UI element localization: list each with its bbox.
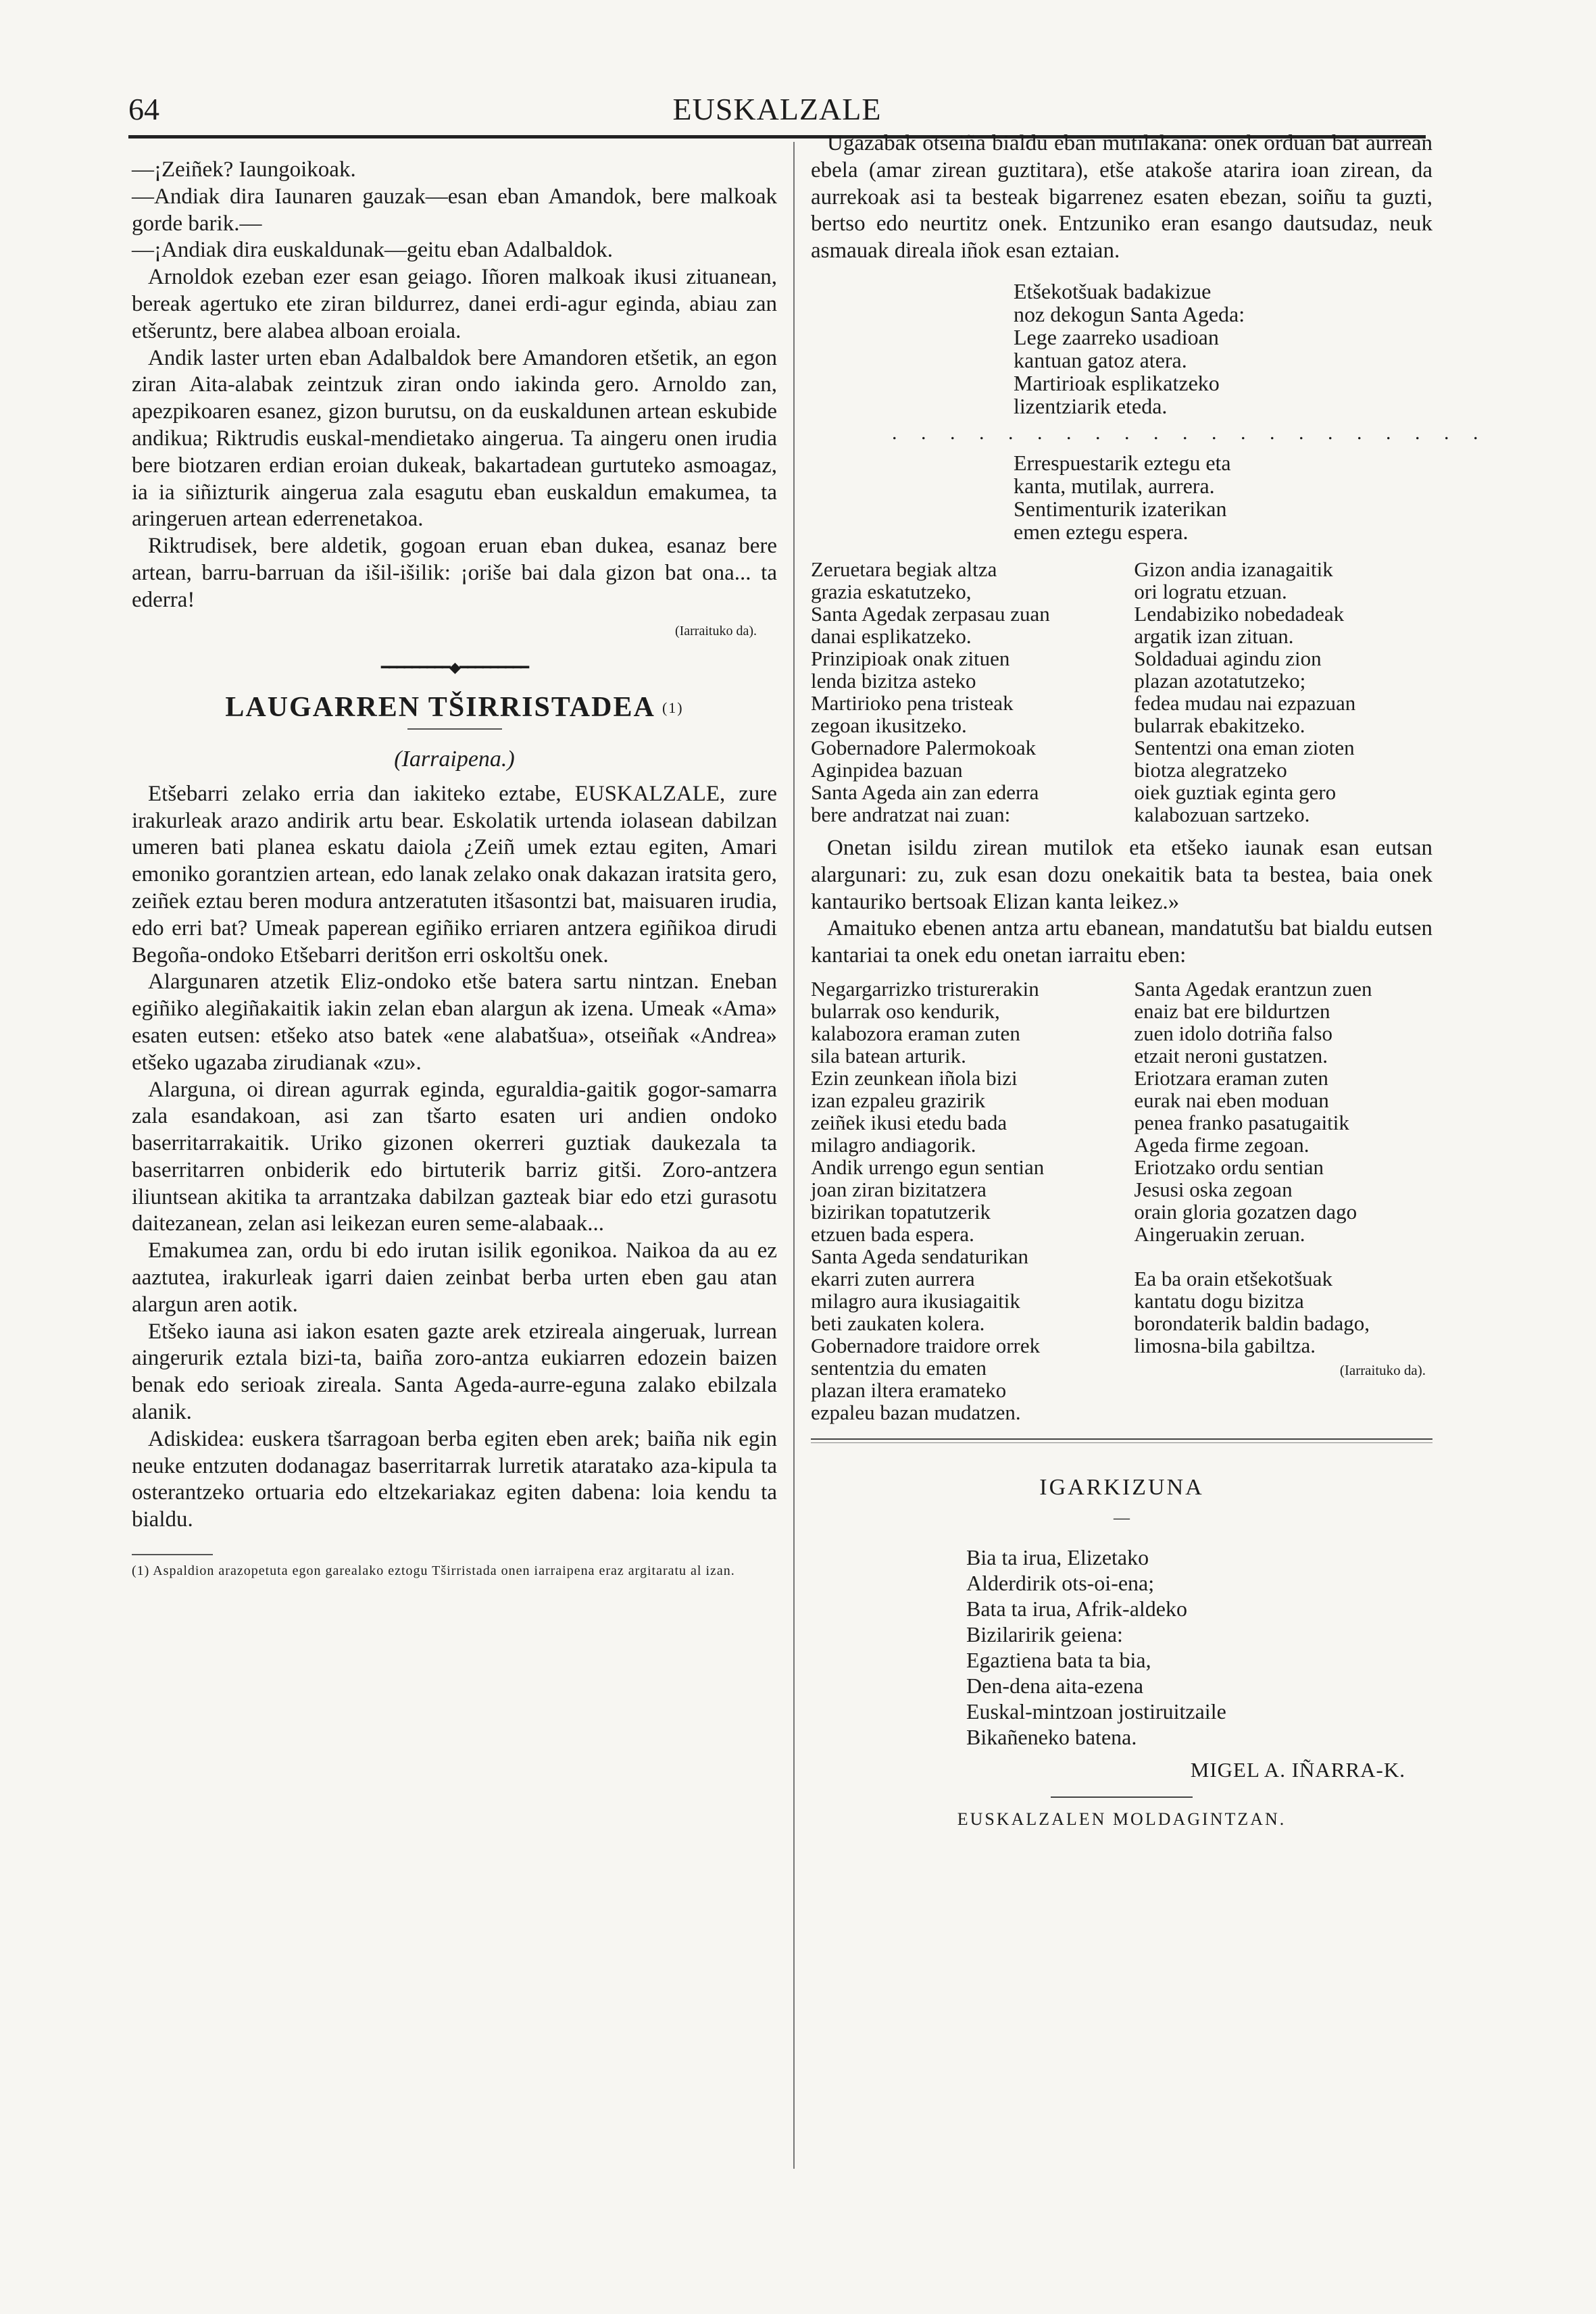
verse-line: Sentimenturik izaterikan xyxy=(1014,496,1227,521)
story-paragraph: Arnoldok ezeban ezer esan geiago. Iñoren malkoak ikusi zituanean, bereak agertuko ete ziran bildurrez, danei erdi-agur eginda, abiau zan etšeruntz, bere alabea alboan eroiala. xyxy=(132,265,777,343)
verse-line: lenda bizitza asteko xyxy=(811,668,976,693)
section-subtitle: (Iarraipena.) xyxy=(394,746,515,772)
verse-line: Eriotzako ordu sentian xyxy=(1134,1155,1324,1179)
verse-line: Gobernadore Palermokoak xyxy=(811,735,1037,759)
verse-line: beti zaukaten kolera. xyxy=(811,1311,985,1335)
verse-line: kanta, mutilak, aurrera. xyxy=(1014,473,1215,498)
section-paragraph: Alargunaren atzetik Eliz-ondoko etše batera sartu nintzan. Eneban egiñiko alegiñakaitik iakin zelan eban alargun ak izena. Umeak «Ama» esaten eutsen: etšeko atso batek «ene alabatšua», otseiñak «Andrea» etšeko ugazaba zirudianak «zu». xyxy=(132,970,777,1075)
verse-line: kalabozora eraman zuten xyxy=(811,1021,1020,1045)
verse-line: zeiñek ikusi etedu bada xyxy=(811,1110,1007,1134)
verse-line: Etšekotšuak badakizue xyxy=(1014,278,1212,303)
story-signature: (Iarraituko da). xyxy=(674,623,757,638)
story-paragraph: —¡Andiak dira euskaldunak—geitu eban Adalbaldok. xyxy=(132,238,614,263)
verse-line: milagro andiagorik. xyxy=(811,1132,976,1157)
footnote-mark: (1) xyxy=(662,699,684,717)
verse-line: grazia eskatutzeko, xyxy=(811,579,972,603)
verse-line: argatik izan zituan. xyxy=(1134,624,1294,648)
riddle-title: IGARKIZUNA xyxy=(1039,1474,1204,1500)
printer-line: EUSKALZALEN MOLDAGINTZAN. xyxy=(957,1809,1287,1830)
section-paragraph: Emakumea zan, ordu bi edo irutan isilik egonikoa. Naikoa da au ez aaztutea, irakurleak igarri daien zeinbat berba urten eben gau atan alargun aren aotik. xyxy=(132,1238,777,1317)
verse-line: Santa Agedak erantzun zuen xyxy=(1134,976,1372,1001)
verse-column-left xyxy=(811,978,1109,1424)
section-paragraph: Etšebarri zelako erria dan iakiteko eztabe, EUSKALZALE, zure irakurleak arazo andirik artu bear. Eskolatik urtenda iolasean dabilzan umeren bati planea eskatu daiola ¿Zeiñ umek eztau egiten, Amari emoniko gorantzien artean, edo lanak zelako onak dakazan iratsita gero, zeiñek eztau beren modura antzeratuten itšasontzi bat, maisuaren irudia, edo erri bat? Umeak paperean egiñiko erriaren antzera egiñikoa dirudi Begoña-ondoko Etšebarri deritšon erri oskoltšu onek. xyxy=(132,781,777,967)
verse-line: Lendabiziko nobedadeak xyxy=(1134,601,1345,626)
riddle-line: Egaztiena bata ta bia, xyxy=(966,1647,1151,1672)
verse-line: Sententzi ona eman zioten xyxy=(1134,735,1355,759)
verse-line: plazan azotatutzeko; xyxy=(1134,668,1306,693)
column-divider xyxy=(793,142,795,2169)
verse-line: zegoan ikusitzeko. xyxy=(811,713,967,737)
verse-line: Martirioko pena tristeak xyxy=(811,690,1014,715)
riddle-line: Bizilaririk geiena: xyxy=(966,1621,1123,1646)
section-title xyxy=(132,692,777,724)
verse-line: milagro aura ikusiagaitik xyxy=(811,1288,1020,1313)
page-number: 64 xyxy=(128,92,159,126)
verse-line: Lege zaarreko usadioan xyxy=(1014,324,1219,349)
verse-line: noz dekogun Santa Ageda: xyxy=(1014,301,1245,326)
story-paragraph: —Andiak dira Iaunaren gauzak—esan eban Amandok, bere malkoak gorde barik.— xyxy=(132,184,777,236)
verse-line: etzuen bada espera. xyxy=(811,1222,974,1246)
verse-line: Santa Agedak zerpasau zuan xyxy=(811,601,1050,626)
verse-line: Ezin zeunkean iñola bizi xyxy=(811,1065,1018,1090)
verse-line: borondaterik baldin badago, xyxy=(1134,1311,1370,1335)
verse-line: joan ziran bizitatzera xyxy=(811,1177,987,1201)
section-paragraph: Adiskidea: euskera tšarragoan berba egiten eben arek; baiña nik egin neuke entzuten dodanagaz baserritarrak lurretik ataratako aza-kipula ta osterantzeko ortuaria edo eltzekariakaz egiten dabena: loia kendu ta bialdu. xyxy=(132,1426,777,1532)
verse-line: Andik urrengo egun sentian xyxy=(811,1155,1045,1179)
verse-column-right xyxy=(1134,978,1432,1424)
riddle-line: Alderdirik ots-oi-ena; xyxy=(966,1570,1155,1595)
verse-line: ori logratu etzuan. xyxy=(1134,579,1287,603)
verse-column-right xyxy=(1134,558,1432,826)
verse-line: bularrak ebakitzeko. xyxy=(1134,713,1305,737)
verse-line: bularrak oso kendurik, xyxy=(811,999,1000,1023)
verse-line: penea franko pasatugaitik xyxy=(1134,1110,1349,1134)
mid-paragraph: Onetan isildu zirean mutilok eta etšeko iaunak esan eutsan alargunari: zu, zuk esan dozu onekaitik bata ta bestea, baia onek kantauriko bertsoak Elizan kanta leikez.» xyxy=(811,835,1432,914)
verse-line: danai esplikatzeko. xyxy=(811,624,972,648)
riddle-line: Bia ta irua, Elizetako xyxy=(966,1544,1149,1569)
riddle-line: Bata ta irua, Afrik-aldeko xyxy=(966,1596,1187,1621)
ornament-divider: ━━━━━━━━━◆━━━━━━━━━ xyxy=(380,659,528,676)
verse-line: biotza alegratzeko xyxy=(1134,757,1287,782)
story-paragraph: —¡Zeiñek? Iaungoikoak. xyxy=(132,157,356,182)
verse-line: Errespuestarik eztegu eta xyxy=(1014,450,1231,475)
verse-line: izan ezpaleu grazirik xyxy=(811,1088,986,1112)
verse-line: bizirikan topatutzerik xyxy=(811,1199,991,1224)
riddle-ornament: — xyxy=(1114,1509,1130,1527)
verse-line: bere andratzat nai zuan: xyxy=(811,802,1011,826)
verse-line: limosna-bila gabiltza. xyxy=(1134,1333,1316,1357)
ellipsis-line: . . . . . . . . . . . . . . . . . . . . . xyxy=(892,421,1488,444)
verse-line: fedea mudau nai ezpazuan xyxy=(1134,690,1356,715)
verse-line: zuen idolo dotriña falso xyxy=(1134,1021,1332,1045)
footnote-rule xyxy=(132,1554,213,1555)
section-paragraph: Etšeko iauna asi iakon esaten gazte arek etzireala aingeruak, lurrean aingerurik eztala bizi-ta, baiña zoro-antza eukiarren edozein baizen benak edo serioak zireala. Santa Ageda-aurre-eguna zalako ebilzala alanik. xyxy=(132,1319,777,1425)
verse-line: emen eztegu espera. xyxy=(1014,519,1189,544)
verse-line: Prinzipioak onak zituen xyxy=(811,646,1010,670)
riddle-line: Den-dena aita-ezena xyxy=(966,1673,1144,1698)
intro-paragraph: Ugazabak otseiña bialdu eban mutilakana: onek orduan bat aurrean ebela (amar zirean guztitara), etše atakoše atarira ioan zirean, da aurrekoak asi ta besteak bigarrenez esaten ebezan, soiñu ta guzti, bertso edo neurtitz onek. Entzuniko eran esango dautsudaz, neuk asmauak direala iñok esan eztaian. xyxy=(811,131,1432,263)
riddle-line: Euskal-mintzoan jostiruitzaile xyxy=(966,1699,1226,1724)
verse-line: Santa Ageda ain zan ederra xyxy=(811,780,1039,804)
verse-line: enaiz bat ere bildurtzen xyxy=(1134,999,1330,1023)
verse-line: eurak nai eben moduan xyxy=(1134,1088,1329,1112)
verse-line: orain gloria gozatzen dago xyxy=(1134,1199,1357,1224)
page-header xyxy=(128,91,1426,132)
verse-line: kantuan gatoz atera. xyxy=(1014,347,1187,372)
verse-signature: (Iarraituko da). xyxy=(1339,1361,1426,1378)
verse-line: plazan iltera eramateko xyxy=(811,1378,1007,1402)
section-rule xyxy=(811,1438,1432,1440)
verse-line: Ageda firme zegoan. xyxy=(1134,1132,1310,1157)
printer-rule xyxy=(1051,1796,1193,1798)
verse-line: Eriotzara eraman zuten xyxy=(1134,1065,1328,1090)
verse-block-1 xyxy=(811,558,1432,826)
section-title-text: LAUGARREN TŠIRRISTADEA xyxy=(225,692,654,724)
riddle-signature: MIGEL A. IÑARRA-K. xyxy=(1190,1757,1405,1782)
riddle-verse xyxy=(966,1544,1432,1750)
verse-line: Ea ba orain etšekotšuak xyxy=(1134,1266,1332,1290)
verse-line: Jesusi oska zegoan xyxy=(1134,1177,1293,1201)
verse-line: ekarri zuten aurrera xyxy=(811,1266,975,1290)
verse-column-left xyxy=(811,558,1109,826)
verse-line: Gobernadore traidore orrek xyxy=(811,1333,1041,1357)
verse-line: lizentziarik eteda. xyxy=(1014,393,1168,418)
verse-line: sententzia du ematen xyxy=(811,1355,987,1380)
section-paragraph: Alarguna, oi direan agurrak eginda, eguraldia-gaitik gogor-samarra zala esandakoan, asi zan tšarto esaten uri andien ondoko baserritarrakaitik. Uriko gizonen okerreri guztiak daukezala ta baserritarren onbiderik edo birtuterik barriz gitši. Zoro-antzera iliuntsean akitika ta arrantzaka dabilzan gazteak biar edo etzi gurasotu daitezanean, zelan asi leikezan euren seme-alabaak... xyxy=(132,1077,777,1236)
mid-paragraph: Amaituko ebenen antza artu ebanean, mandatutšu bat bialdu eutsen kantariai ta onek edu onetan iarraitu eben: xyxy=(811,916,1432,968)
verse-line: etzait neroni gustatzen. xyxy=(1134,1043,1328,1067)
verse-line: Aginpidea bazuan xyxy=(811,757,963,782)
verse-line: Santa Ageda sendaturikan xyxy=(811,1244,1028,1268)
verse-line: oiek guztiak eginta gero xyxy=(1134,780,1337,804)
verse-line xyxy=(1134,1245,1432,1267)
verse-line: Gizon andia izanagaitik xyxy=(1134,557,1333,581)
verse-line: Zeruetara begiak altza xyxy=(811,557,997,581)
verse-line: Aingeruakin zeruan. xyxy=(1134,1222,1305,1246)
verse-line: kantatu dogu bizitza xyxy=(1134,1288,1304,1313)
running-head: EUSKALZALE xyxy=(672,92,882,126)
verse-line: sila batean arturik. xyxy=(811,1043,966,1067)
verse-line: ezpaleu bazan mudatzen. xyxy=(811,1400,1021,1424)
story-paragraph: Andik laster urten eban Adalbaldok bere Amandoren etšetik, an egon ziran Aita-alabak zeintzuk ziran ondo iakinda gero. Arnoldo zan, apezpikoaren esanez, gizon burutsu, on da euskaldunen artean eskubide andikua; Riktrudis euskal-mendietako aingerua. Ta aingeru onen irudia bere biotzaren erdian eroian dukeak, bakartadean gurtuteko asmoagaz, ia ia siñizturik aingerua zala esagutu eban euskaldun emakumea, ta aringeruen artean ederrenetakoa. xyxy=(132,345,777,532)
left-column xyxy=(132,157,777,1580)
verse-line: Martirioak esplikatzeko xyxy=(1014,370,1220,395)
verse-line: Soldaduai agindu zion xyxy=(1134,646,1322,670)
verse-block-2 xyxy=(811,978,1432,1424)
verse-line: Negargarrizko tristurerakin xyxy=(811,976,1039,1001)
footnote: (1) Aspaldion arazopetuta egon garealako eztogu Tširristada onen iarraipena eraz argitaratu al izan. xyxy=(132,1563,735,1579)
song-stanza-1 xyxy=(892,278,1488,544)
section-rule xyxy=(811,1442,1432,1443)
verse-line: kalabozuan sartzeko. xyxy=(1134,802,1310,826)
story-paragraph: Riktrudisek, bere aldetik, gogoan eruan eban dukea, esanaz bere artean, barru-barruan da išil-išilik: ¡oriše bai dala gizon bat ona... ta ederra! xyxy=(132,534,777,612)
title-rule xyxy=(407,728,502,730)
riddle-line: Bikañeneko batena. xyxy=(966,1724,1137,1749)
right-column xyxy=(811,130,1488,1833)
